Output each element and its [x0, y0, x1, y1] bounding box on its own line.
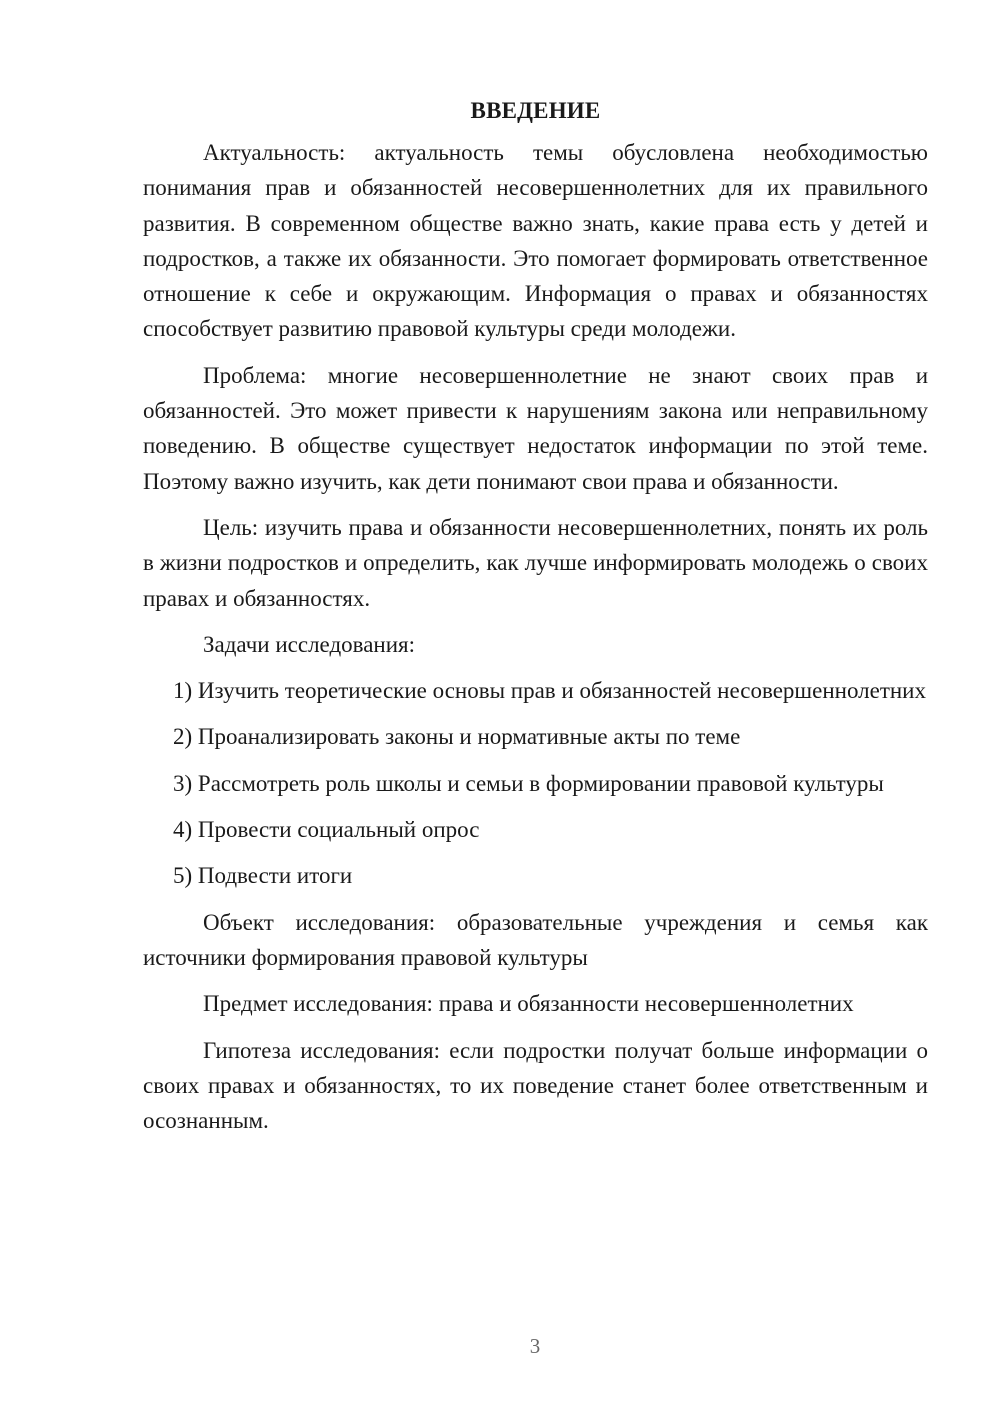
task-item-4: 4) Провести социальный опрос: [173, 817, 480, 843]
problem-paragraph: Проблема: многие несовершеннолетние не знают своих прав и обязанностей. Это может привести к нарушениям закона или неправильному поведению. В обществе существует недостаток информации по этой теме. Поэтому важно изучить, как дети понимают свои права и обязанности.: [143, 362, 928, 494]
task-item-3: 3) Рассмотреть роль школы и семьи в формировании правовой культуры: [173, 770, 884, 796]
task-item-2: 2) Проанализировать законы и нормативные акты по теме: [173, 724, 741, 750]
document-body: [143, 93, 928, 1149]
page-number: 3: [529, 1334, 541, 1358]
hypothesis-paragraph: Гипотеза исследования: если подростки получат больше информации о своих правах и обязанностях, то их поведение станет более ответственным и осознанным.: [143, 1037, 928, 1134]
object-paragraph: Объект исследования: образовательные учреждения и семья как источники формирования правовой культуры: [143, 909, 928, 970]
task-item-1: 1) Изучить теоретические основы прав и обязанностей несовершеннолетних: [173, 678, 926, 704]
subject-paragraph: Предмет исследования: права и обязанности несовершеннолетних: [203, 991, 854, 1017]
section-title: ВВЕДЕНИЕ: [470, 98, 601, 123]
goal-paragraph: Цель: изучить права и обязанности несовершеннолетних, понять их роль в жизни подростков и определить, как лучше информировать молодежь о своих правах и обязанностях.: [143, 514, 928, 611]
task-item-5: 5) Подвести итоги: [173, 863, 353, 889]
relevance-paragraph: Актуальность: актуальность темы обусловлена необходимостью понимания прав и обязанностей несовершеннолетних для их правильного развития. В современном обществе важно знать, какие права есть у детей и подростков, а также их обязанности. Это помогает формировать ответственное отношение к себе и окружающим. Информация о правах и обязанностях способствует развитию правовой культуры среди молодежи.: [143, 140, 928, 342]
tasks-heading: Задачи исследования:: [203, 631, 416, 657]
